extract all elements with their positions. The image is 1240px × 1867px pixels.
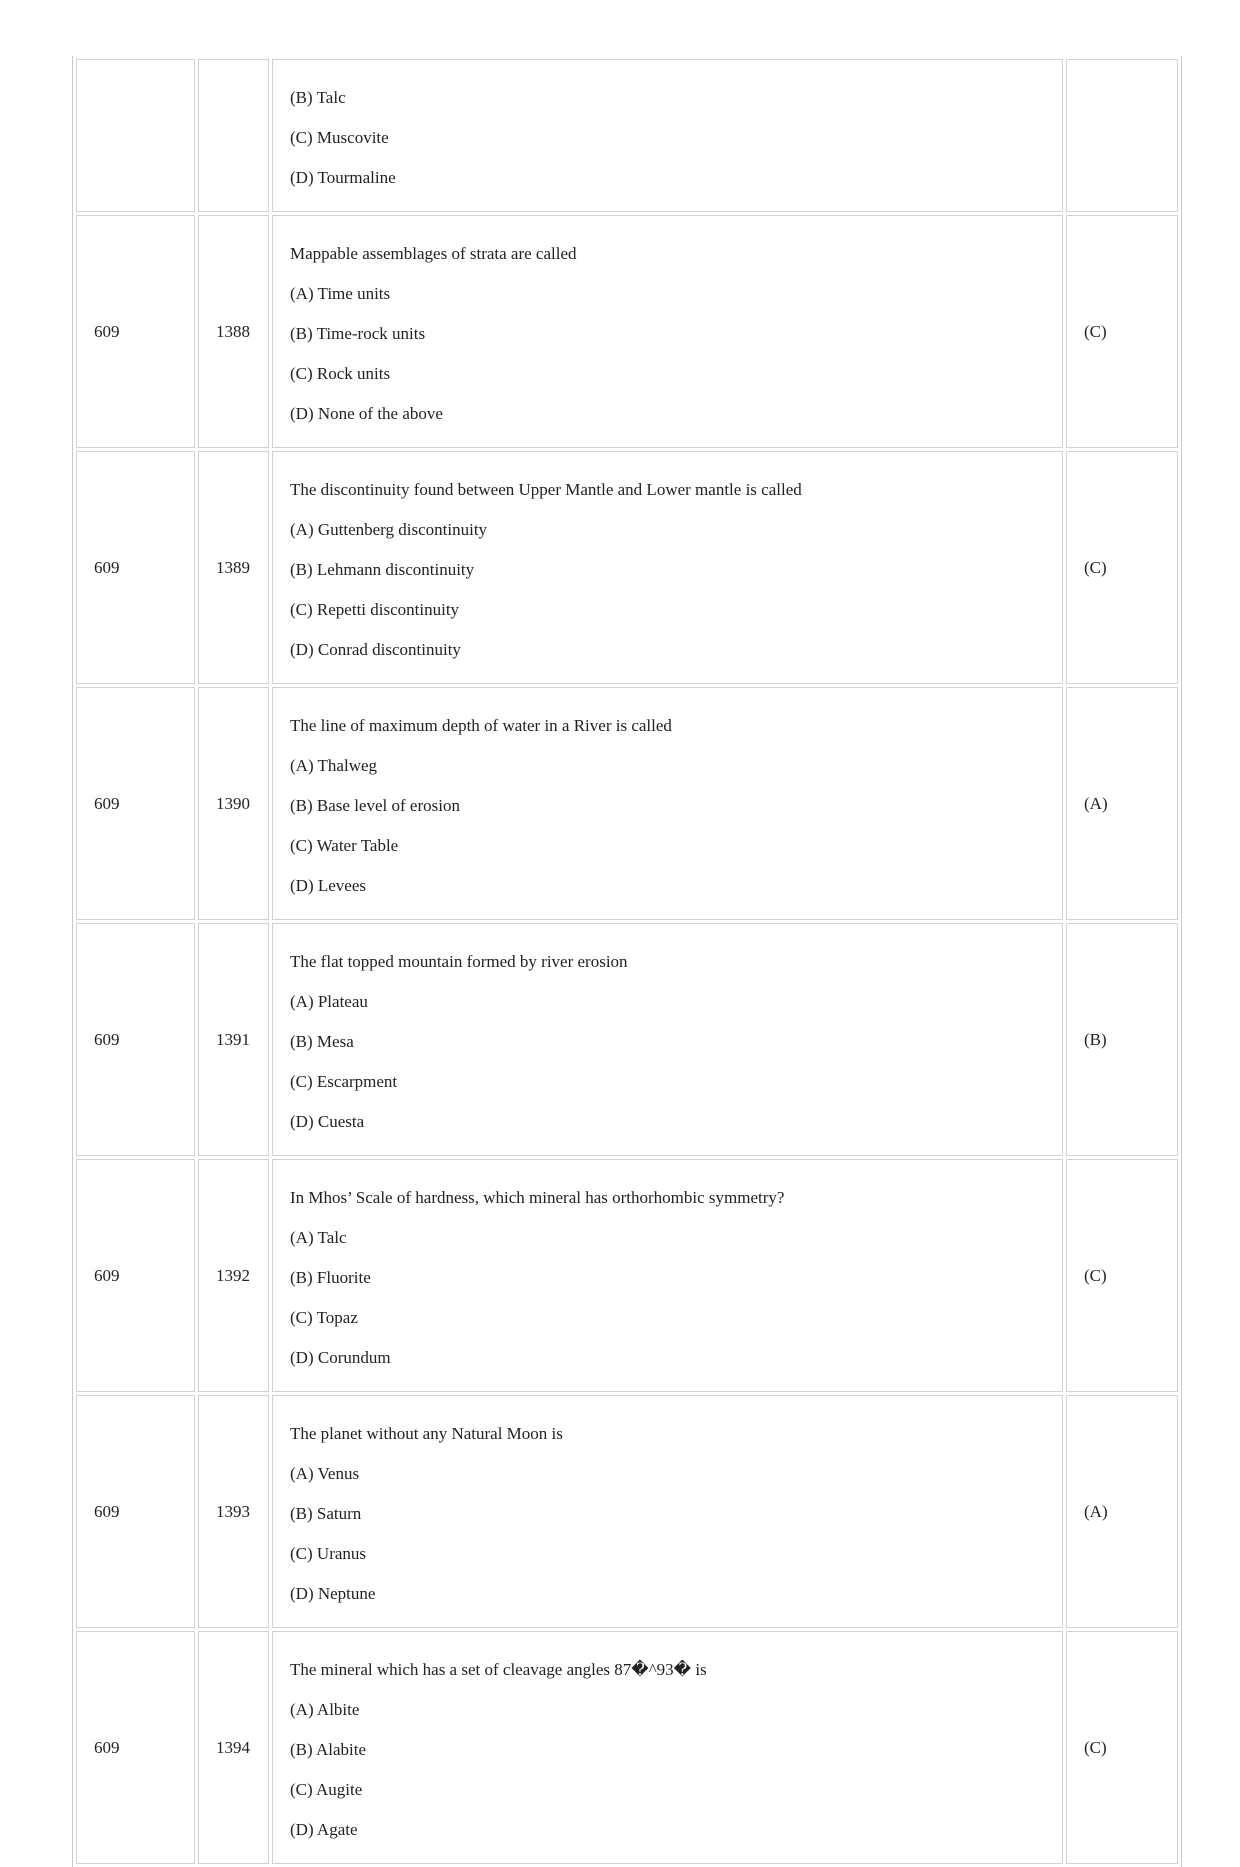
- option-c: (C) Repetti discontinuity: [290, 600, 460, 619]
- question-text-cell: [272, 59, 1063, 212]
- option-b: (B) Talc: [290, 88, 346, 107]
- paper-code-cell: 609: [76, 923, 195, 1156]
- question-number-cell: 1393: [198, 1395, 269, 1628]
- question-stem: Mappable assemblages of strata are called: [290, 244, 577, 263]
- option-b: (B) Alabite: [290, 1740, 367, 1759]
- paper-code-cell: 609: [76, 1631, 195, 1864]
- table-row: [76, 215, 1178, 448]
- option-d: (D) Agate: [290, 1820, 358, 1839]
- question-stem: The flat topped mountain formed by river erosion: [290, 952, 628, 971]
- question-number-cell: 1390: [198, 687, 269, 920]
- question-text-cell: [272, 451, 1063, 684]
- question-stem: The discontinuity found between Upper Mantle and Lower mantle is called: [290, 480, 802, 499]
- table-row: [76, 1395, 1178, 1628]
- table-row: [76, 1631, 1178, 1864]
- option-c: (C) Muscovite: [290, 128, 389, 147]
- option-d: (D) Conrad discontinuity: [290, 640, 461, 659]
- option-d: (D) Neptune: [290, 1584, 376, 1603]
- paper-code-cell: 609: [76, 687, 195, 920]
- answer-cell: (C): [1066, 215, 1178, 448]
- option-c: (C) Escarpment: [290, 1072, 398, 1091]
- paper-code-cell: 609: [76, 451, 195, 684]
- table-row: [76, 1159, 1178, 1392]
- option-d: (D) None of the above: [290, 404, 443, 423]
- question-number-cell: [198, 59, 269, 212]
- table-row: [76, 451, 1178, 684]
- answer-cell: (A): [1066, 1395, 1178, 1628]
- option-b: (B) Time-rock units: [290, 324, 426, 343]
- answer-cell: (C): [1066, 1631, 1178, 1864]
- question-text-cell: [272, 923, 1063, 1156]
- option-a: (A) Albite: [290, 1700, 360, 1719]
- paper-code-cell: 609: [76, 1159, 195, 1392]
- paper-code-cell: [76, 59, 195, 212]
- option-d: (D) Corundum: [290, 1348, 391, 1367]
- question-stem: The line of maximum depth of water in a River is called: [290, 716, 672, 735]
- question-number-cell: 1389: [198, 451, 269, 684]
- answer-cell: (A): [1066, 687, 1178, 920]
- answer-cell: (C): [1066, 451, 1178, 684]
- table-row: [76, 923, 1178, 1156]
- question-text-cell: [272, 687, 1063, 920]
- question-text-cell: [272, 1631, 1063, 1864]
- option-a: (A) Plateau: [290, 992, 368, 1011]
- option-b: (B) Base level of erosion: [290, 796, 460, 815]
- option-a: (A) Guttenberg discontinuity: [290, 520, 488, 539]
- option-c: (C) Water Table: [290, 836, 399, 855]
- question-number-cell: 1394: [198, 1631, 269, 1864]
- option-a: (A) Thalweg: [290, 756, 378, 775]
- question-stem: The planet without any Natural Moon is: [290, 1424, 563, 1443]
- questions-table: [72, 56, 1182, 1867]
- option-a: (A) Venus: [290, 1464, 360, 1483]
- option-b: (B) Fluorite: [290, 1268, 371, 1287]
- option-c: (C) Augite: [290, 1780, 363, 1799]
- option-a: (A) Talc: [290, 1228, 347, 1247]
- option-c: (C) Topaz: [290, 1308, 358, 1327]
- option-c: (C) Rock units: [290, 364, 391, 383]
- option-b: (B) Mesa: [290, 1032, 354, 1051]
- answer-cell: (B): [1066, 923, 1178, 1156]
- option-d: (D) Levees: [290, 876, 366, 895]
- paper-code-cell: 609: [76, 215, 195, 448]
- question-text-cell: [272, 1159, 1063, 1392]
- option-d: (D) Cuesta: [290, 1112, 365, 1131]
- option-b: (B) Saturn: [290, 1504, 362, 1523]
- question-stem: The mineral which has a set of cleavage angles 87�^93� is: [290, 1660, 707, 1679]
- question-text-cell: [272, 1395, 1063, 1628]
- option-d: (D) Tourmaline: [290, 168, 396, 187]
- question-number-cell: 1391: [198, 923, 269, 1156]
- option-c: (C) Uranus: [290, 1544, 367, 1563]
- question-stem: In Mhos’ Scale of hardness, which mineral has orthorhombic symmetry?: [290, 1188, 785, 1207]
- option-b: (B) Lehmann discontinuity: [290, 560, 475, 579]
- question-number-cell: 1392: [198, 1159, 269, 1392]
- answer-cell: [1066, 59, 1178, 212]
- question-number-cell: 1388: [198, 215, 269, 448]
- answer-cell: (C): [1066, 1159, 1178, 1392]
- paper-code-cell: 609: [76, 1395, 195, 1628]
- option-a: (A) Time units: [290, 284, 391, 303]
- table-row: [76, 687, 1178, 920]
- question-text-cell: [272, 215, 1063, 448]
- table-row: [76, 59, 1178, 212]
